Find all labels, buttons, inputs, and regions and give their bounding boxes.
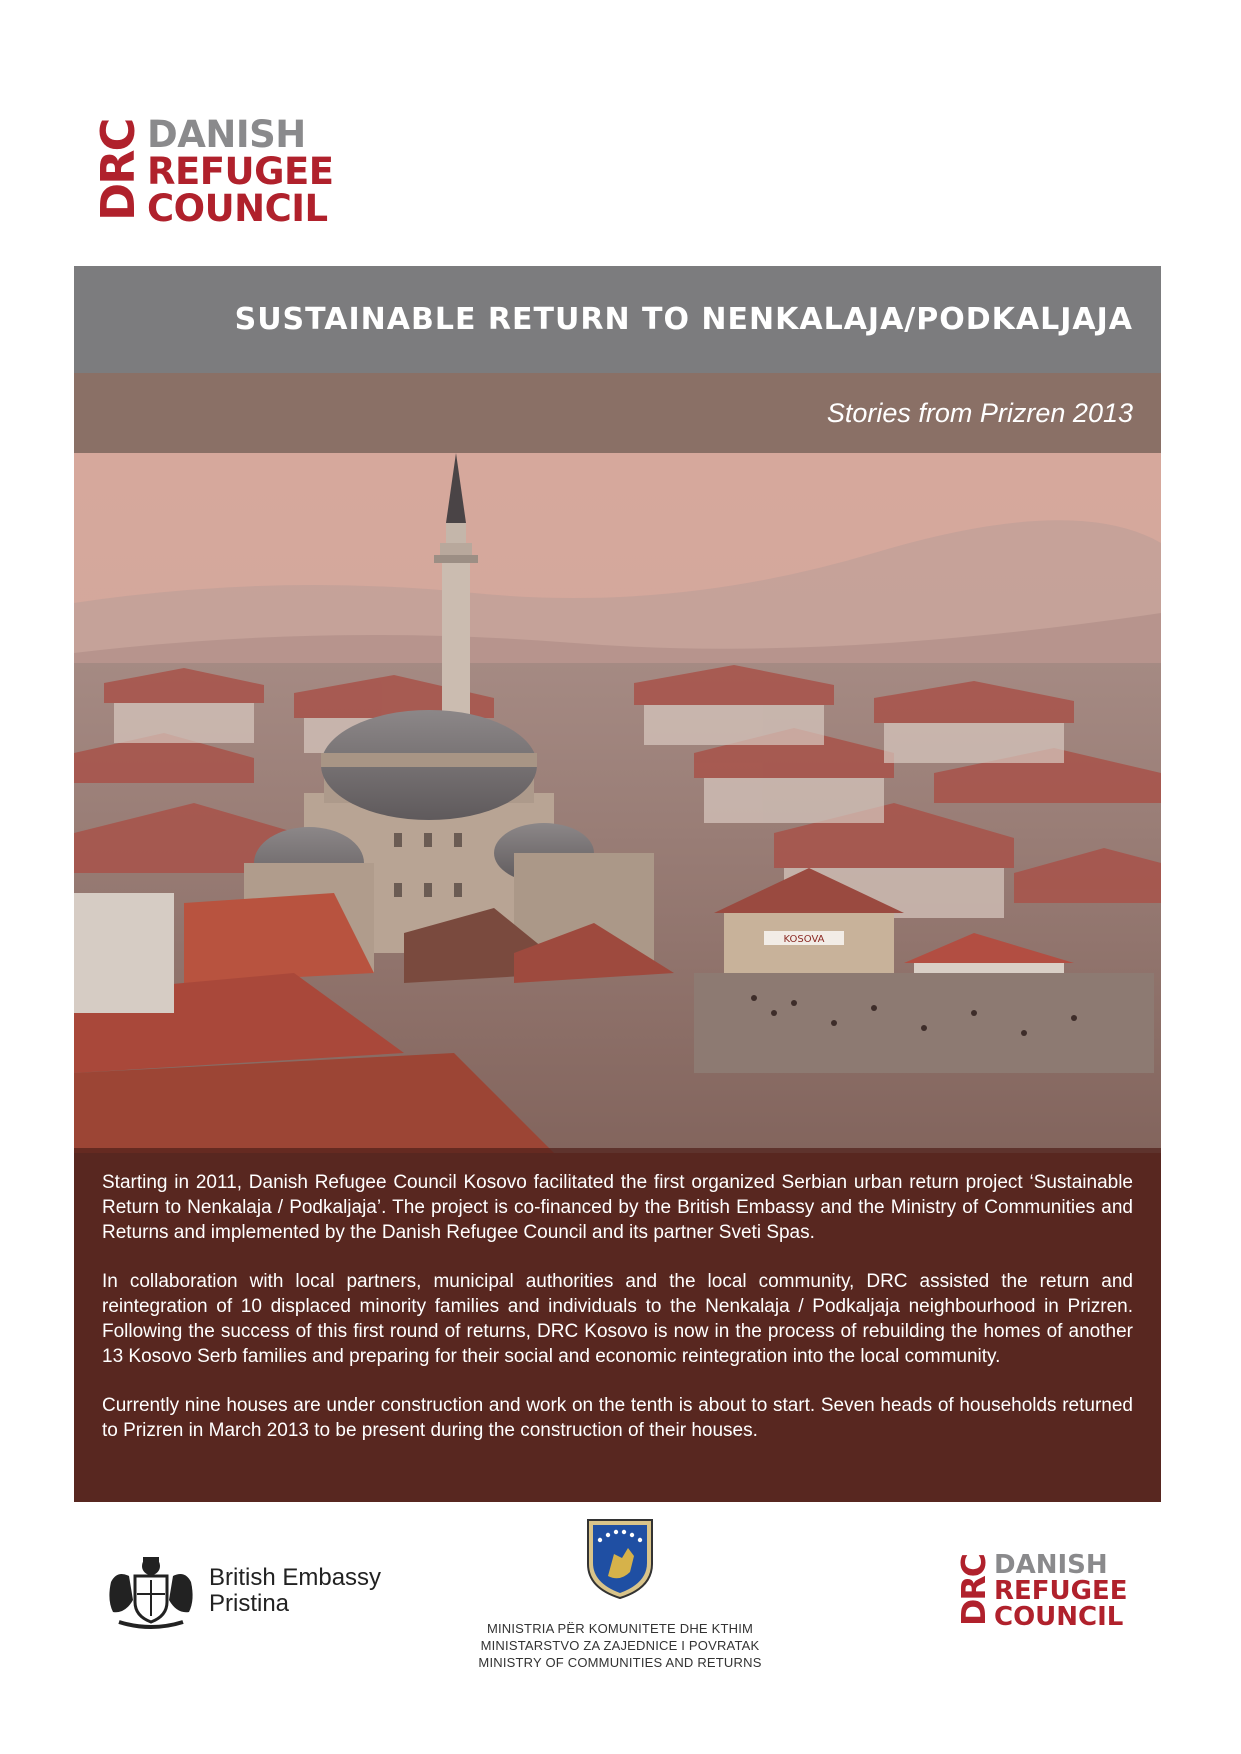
title-band (74, 266, 1161, 373)
logo-word-danish: DANISH (147, 113, 306, 156)
drc-footer-logo (954, 1550, 1128, 1632)
footer-logo-drc-letters: DRC (954, 1554, 993, 1626)
logo-word-council: COUNCIL (147, 187, 328, 230)
ministry-line-english: MINISTRY OF COMMUNITIES AND RETURNS (478, 1655, 762, 1670)
shop-sign: KOSOVA (783, 934, 825, 945)
ministry-line-serbian: MINISTARSTVO ZA ZAJEDNICE I POVRATAK (480, 1638, 760, 1653)
page-subtitle: Stories from Prizren 2013 (826, 397, 1133, 428)
subtitle-band (74, 373, 1161, 453)
ministry-logo (470, 1518, 770, 1671)
footer-logo-word-council: COUNCIL (994, 1602, 1124, 1632)
drc-logo (91, 113, 334, 230)
paragraph-3: Currently nine houses are under construction and work on the tenth is about to start. Seven heads of households returned to Prizren in March 2013 to be present during the construction of their houses. (102, 1395, 1133, 1441)
footer-logo-wordmark (994, 1550, 1128, 1632)
embassy-line-1: British Embassy (209, 1564, 382, 1591)
logo-word-refugee: REFUGEE (147, 150, 334, 193)
page-title: SUSTAINABLE RETURN TO NENKALAJA/PODKALJAJA (234, 302, 1133, 337)
british-embassy-logo (105, 1552, 381, 1630)
logo-wordmark (147, 113, 334, 230)
footer-logo-word-danish: DANISH (994, 1550, 1108, 1580)
paragraph-2: In collaboration with local partners, municipal authorities and the local community, DRC assisted the return and reintegration of 10 displaced minority families and individuals to the Nenkalaja / Podkaljaja neighbourhood in Prizren. Following the success of this first round of returns, DRC Kosovo is now in the process of rebuilding the homes of another 13 Kosovo Serb families and preparing for their social and economic reintegration into the local community. (102, 1271, 1133, 1367)
kosovo-shield-icon (586, 1518, 654, 1600)
royal-crest-icon (105, 1552, 197, 1630)
embassy-name (209, 1565, 381, 1617)
paragraph-1: Starting in 2011, Danish Refugee Council Kosovo facilitated the first organized Serbian urban return project ‘Sustainable Return to Nenkalaja / Podkaljaja’. The project is co-financed by the British Embassy and the Ministry of Communities and Returns and implemented by the Danish Refugee Council and its partner Sveti Spas. (102, 1172, 1133, 1243)
ministry-line-albanian: MINISTRIA PËR KOMUNITETE DHE KTHIM (486, 1621, 754, 1636)
embassy-line-2: Pristina (209, 1590, 290, 1617)
story-text-panel (74, 1148, 1161, 1502)
footer-logo-word-refugee: REFUGEE (994, 1576, 1128, 1606)
ministry-name (470, 1620, 770, 1671)
logo-drc-letters: DRC (91, 119, 145, 221)
